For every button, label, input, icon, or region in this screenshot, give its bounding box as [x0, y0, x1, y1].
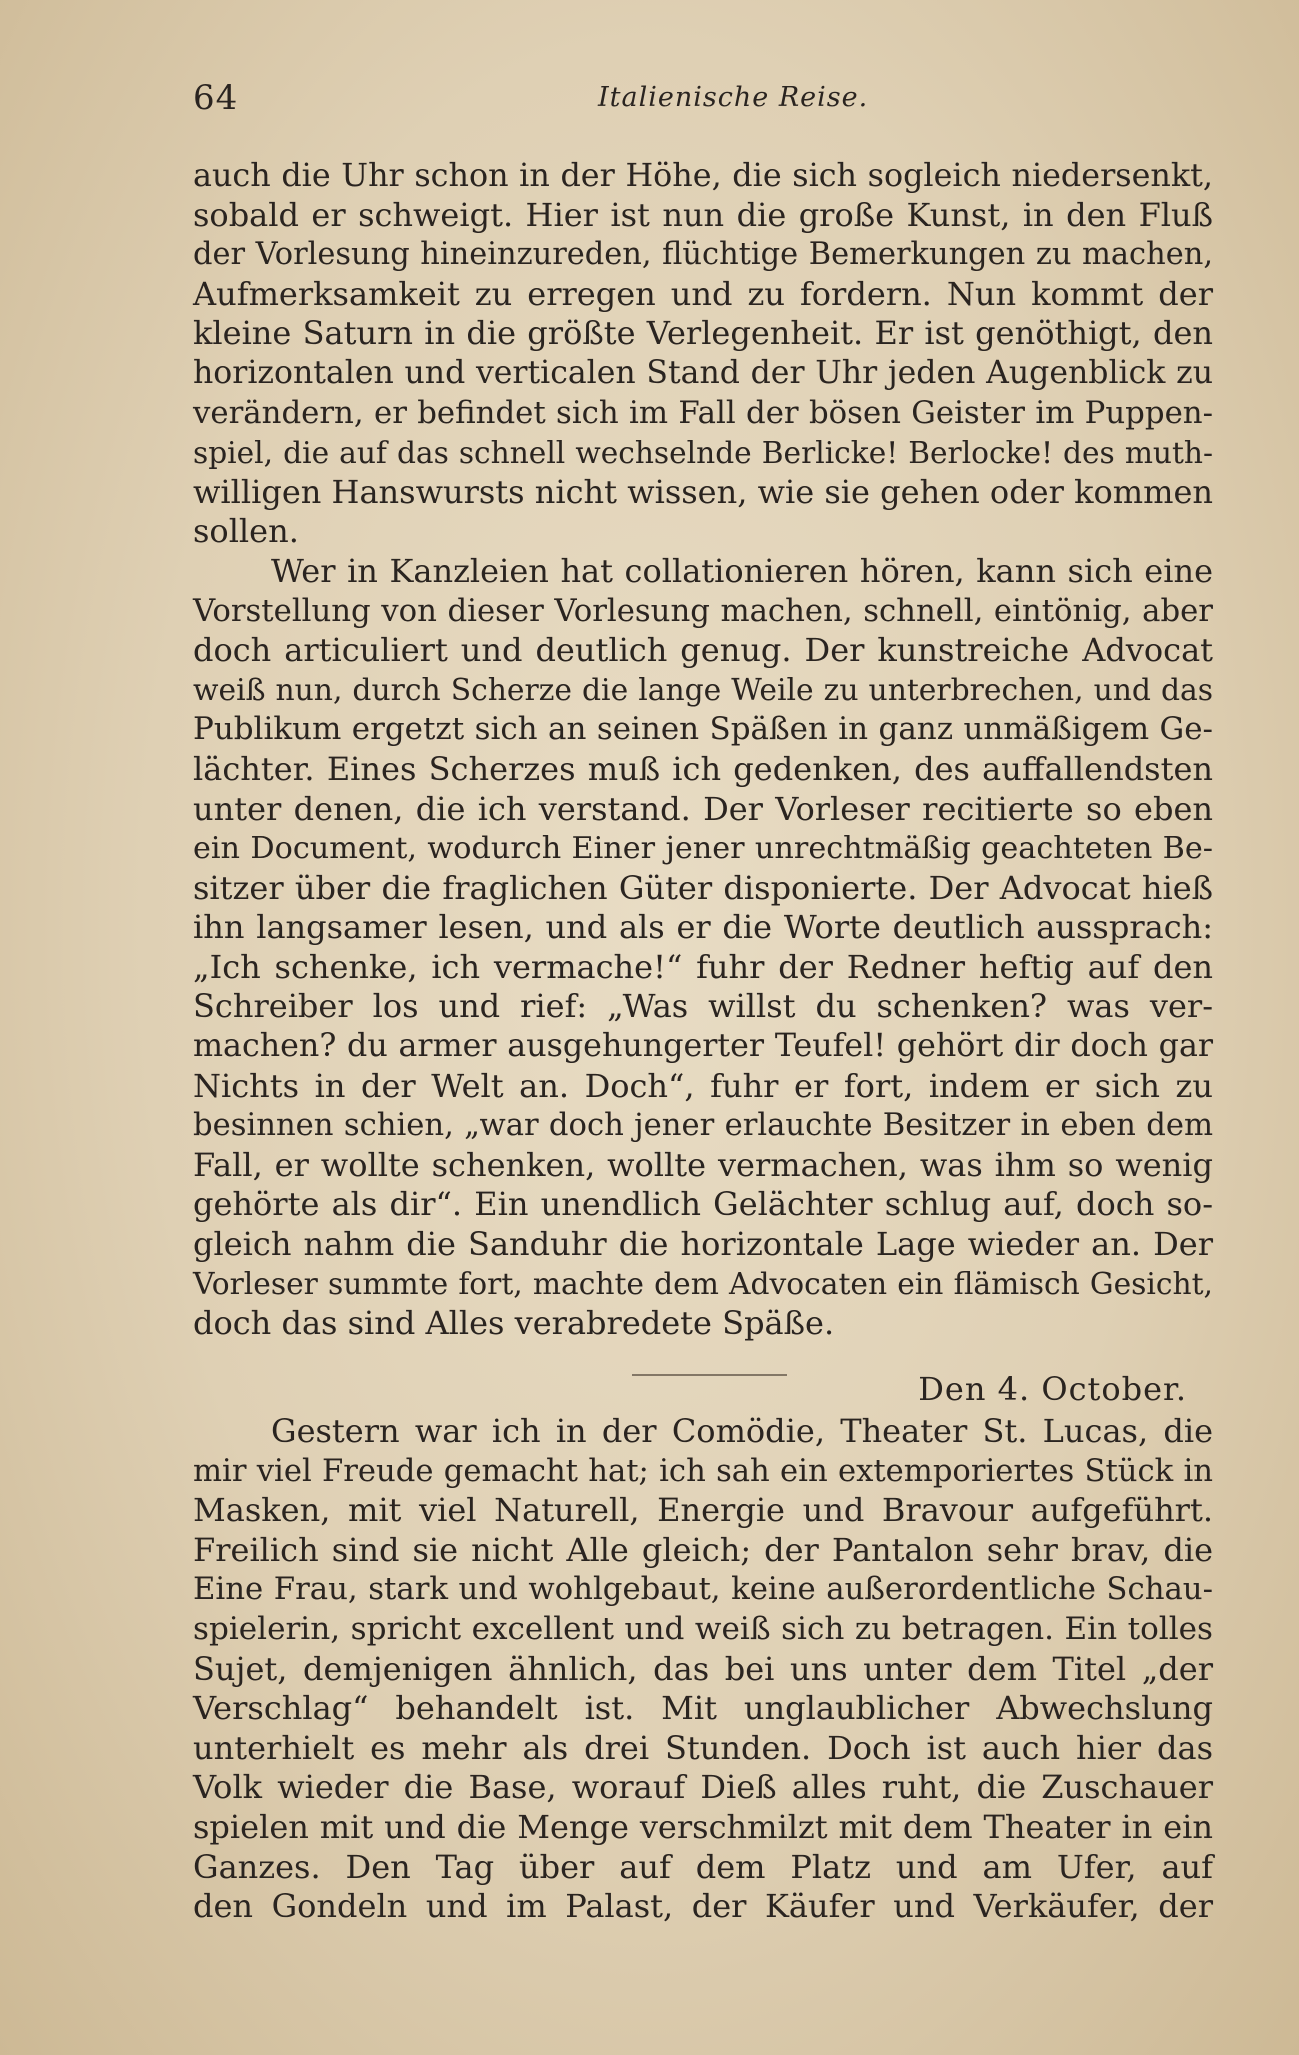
- paragraph-comoedie: [193, 1412, 1213, 1927]
- text-line: auch die Uhr schon in der Höhe, die sich sogleich niedersenkt,: [193, 157, 1213, 194]
- page-header: [193, 78, 1213, 128]
- text-line: sollen.: [193, 512, 299, 551]
- text-line: machen? du armer ausgehungerter Teufel! gehört dir doch gar: [193, 1028, 1213, 1065]
- text-line: doch articuliert und deutlich genug. Der kunstreiche Advocat: [193, 631, 1213, 670]
- text-line: spielerin, spricht excellent und weiß sich zu betragen. Ein tolles: [193, 1610, 1213, 1647]
- text-line: sobald er schweigt. Hier ist nun die große Kunst, in den Fluß: [193, 195, 1213, 234]
- text-line: besinnen schien, „war doch jener erlauchte Besitzer in eben dem: [193, 1108, 1213, 1144]
- text-line: Vorleser summte fort, machte dem Advocaten ein flämisch Gesicht,: [193, 1266, 1213, 1302]
- text-line: lächter. Eines Scherzes muß ich gedenken, des auffallendsten: [193, 749, 1213, 788]
- text-line: ein Document, wodurch Einer jener unrechtmäßig geachteten Be-: [193, 831, 1213, 867]
- text-line: gehörte als dir“. Ein unendlich Gelächter schlug auf, doch so-: [193, 1185, 1213, 1224]
- text-line: Freilich sind sie nicht Alle gleich; der Pantalon sehr brav, die: [193, 1530, 1213, 1569]
- text-line: der Vorlesung hineinzureden, flüchtige Bemerkungen zu machen,: [193, 237, 1213, 273]
- text-line: ihn langsamer lesen, und als er die Worte deutlich aussprach:: [193, 908, 1213, 947]
- text-line: Ganzes. Den Tag über auf dem Platz und am Ufer, auf: [193, 1847, 1213, 1886]
- text-line: Fall, er wollte schenken, wollte vermachen, was ihm so wenig: [193, 1145, 1213, 1184]
- text-line: Verschlag“ behandelt ist. Mit unglaublicher Abwechslung: [193, 1689, 1213, 1728]
- text-line: unter denen, die ich verstand. Der Vorleser recitierte so eben: [193, 789, 1213, 828]
- text-line: Gestern war ich in der Comödie, Theater St. Lucas, die: [271, 1412, 1213, 1450]
- text-line: den Gondeln und im Palast, der Käufer und Verkäufer, der: [193, 1887, 1213, 1926]
- text-line: unterhielt es mehr als drei Stunden. Doch ist auch hier das: [193, 1728, 1213, 1767]
- body-text-top: [193, 156, 1213, 1344]
- text-line: „Ich schenke, ich vermache!“ fuhr der Redner heftig auf den: [193, 947, 1213, 986]
- text-line: Volk wieder die Base, worauf Dieß alles ruht, die Zuschauer: [193, 1768, 1213, 1807]
- text-line: horizontalen und verticalen Stand der Uhr jeden Augenblick zu: [193, 354, 1213, 391]
- text-line: Masken, mit viel Naturell, Energie und Bravour aufgeführt.: [193, 1491, 1213, 1530]
- text-line: kleine Saturn in die größte Verlegenheit. Er ist genöthigt, den: [193, 314, 1213, 353]
- section-divider: [632, 1374, 787, 1376]
- running-head: Italienische Reise.: [598, 82, 869, 113]
- paragraph-kanzlei: [193, 552, 1213, 1344]
- body-text-bottom: [193, 1412, 1213, 1927]
- text-line: verändern, er befindet sich im Fall der bösen Geister im Puppen-: [193, 394, 1213, 431]
- paragraph-continuation: [193, 156, 1213, 552]
- text-line: mir viel Freude gemacht hat; ich sah ein extemporiertes Stück in: [193, 1453, 1213, 1489]
- text-line: Aufmerksamkeit zu erregen und zu fordern. Nun kommt der: [193, 274, 1213, 313]
- text-line: sitzer über die fraglichen Güter disponierte. Der Advocat hieß: [193, 868, 1213, 907]
- text-line: Publikum ergetzt sich an seinen Späßen in ganz unmäßigem Ge-: [193, 711, 1213, 748]
- text-line: willigen Hanswursts nicht wissen, wie sie gehen oder kommen: [193, 472, 1213, 511]
- text-line: Eine Frau, stark und wohlgebaut, keine außerordentliche Schau-: [193, 1571, 1213, 1608]
- page-number: 64: [193, 78, 239, 118]
- text-line: doch das sind Alles verabredete Späße.: [193, 1304, 835, 1343]
- text-line: Sujet, demjenigen ähnlich, das bei uns unter dem Titel „der: [193, 1649, 1213, 1688]
- text-line: spiel, die auf das schnell wechselnde Berlicke! Berlocke! des muth-: [193, 435, 1213, 471]
- text-line: spielen mit und die Menge verschmilzt mit dem Theater in ein: [193, 1807, 1213, 1846]
- text-line: Wer in Kanzleien hat collationieren hören, kann sich eine: [271, 551, 1213, 590]
- text-line: Schreiber los und rief: „Was willst du schenken? was ver-: [193, 987, 1213, 1026]
- text-line: gleich nahm die Sanduhr die horizontale Lage wieder an. Der: [193, 1225, 1213, 1264]
- text-line: weiß nun, durch Scherze die lange Weile zu unterbrechen, und das: [193, 672, 1213, 708]
- dateline: Den 4. October.: [918, 1370, 1187, 1408]
- text-line: Nichts in der Welt an. Doch“, fuhr er fort, indem er sich zu: [193, 1066, 1213, 1105]
- text-line: Vorstellung von dieser Vorlesung machen, schnell, eintönig, aber: [193, 592, 1213, 629]
